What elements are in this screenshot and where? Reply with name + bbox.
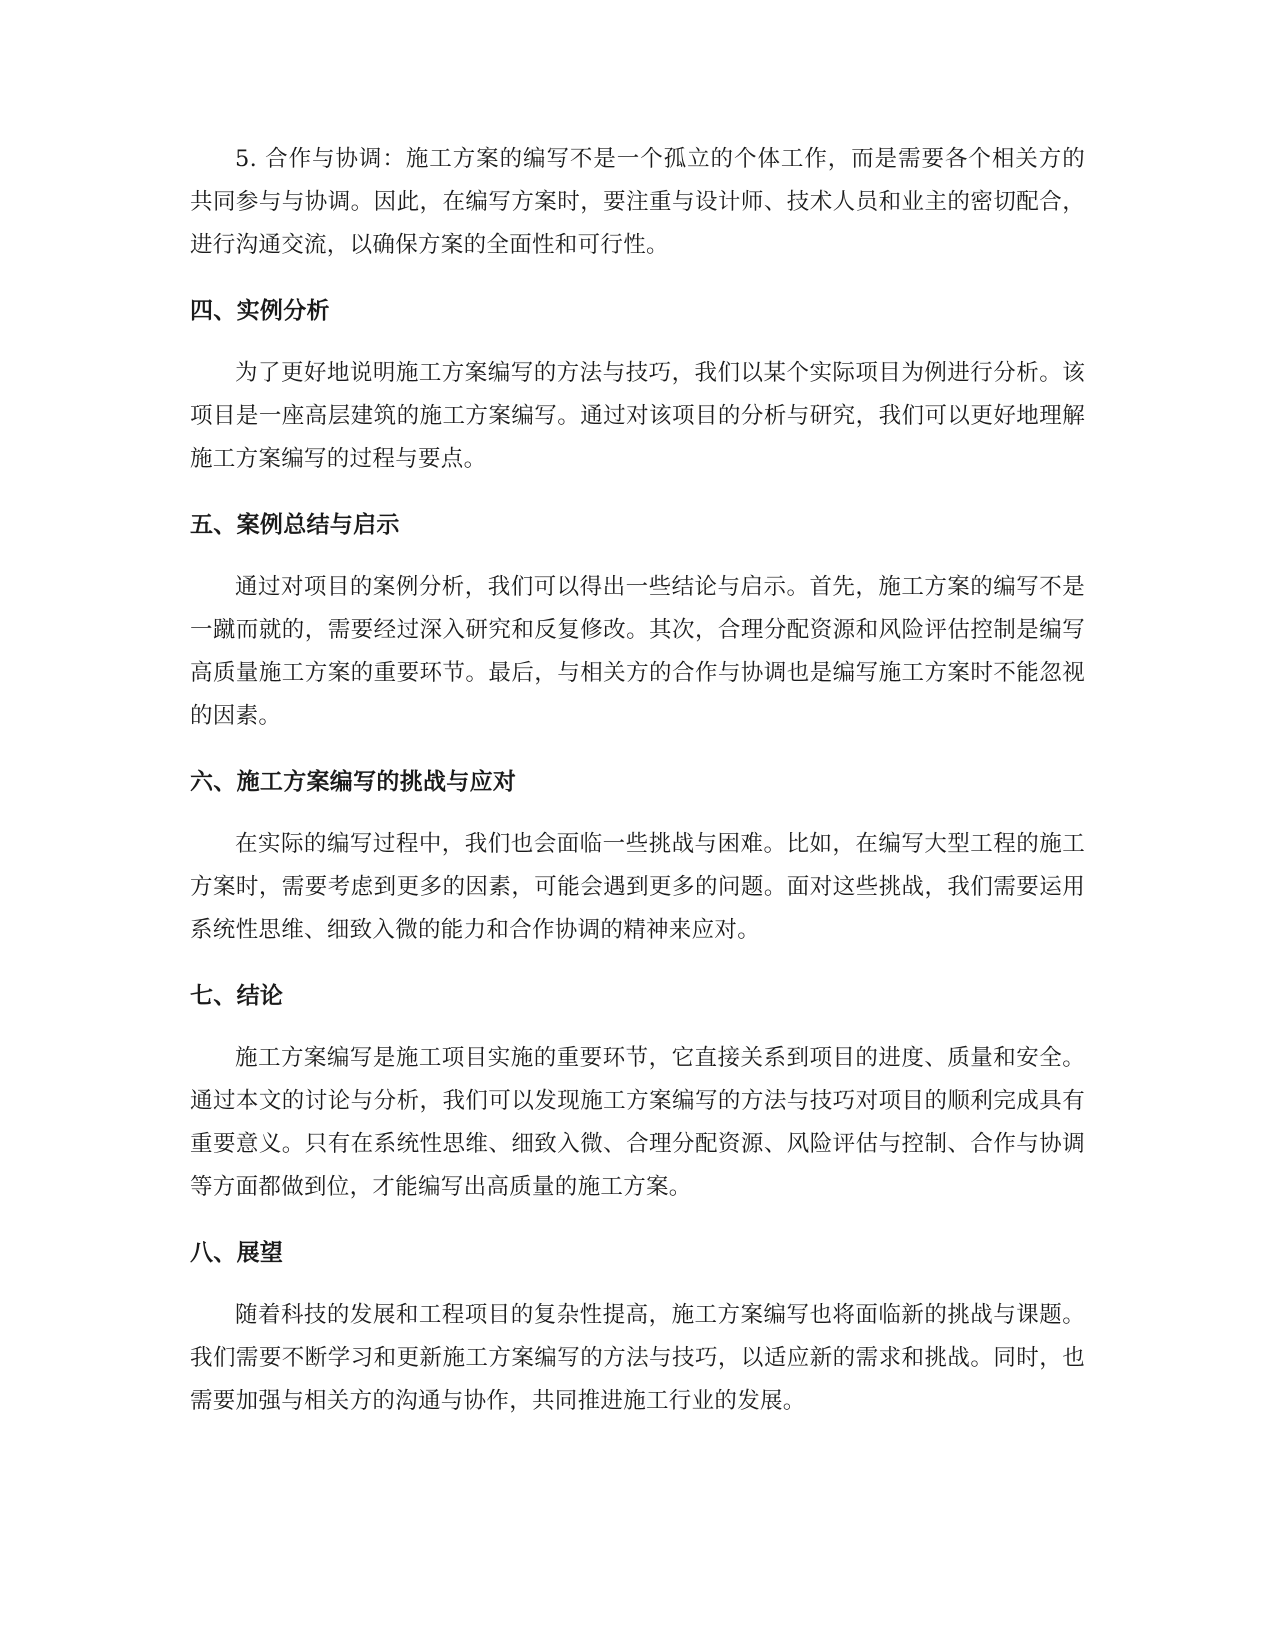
section-heading-case-summary: 五、案例总结与启示: [190, 512, 400, 538]
section-heading-outlook: 八、展望: [190, 1240, 284, 1266]
section-heading-challenges: 六、施工方案编写的挑战与应对: [190, 769, 517, 795]
section-heading-conclusion: 七、结论: [190, 983, 284, 1009]
section-paragraph-conclusion: 施工方案编写是施工项目实施的重要环节，它直接关系到项目的进度、质量和安全。通过本文的讨论与分析，我们可以发现施工方案编写的方法与技巧对项目的顺利完成具有重要意义。只有在系统性思维、细致入微、合理分配资源、风险评估与控制、合作与协调等方面都做到位，才能编写出高质量的施工方案。: [190, 1045, 1085, 1200]
intro-paragraph: 5. 合作与协调：施工方案的编写不是一个孤立的个体工作，而是需要各个相关方的共同参与与协调。因此，在编写方案时，要注重与设计师、技术人员和业主的密切配合，进行沟通交流，以确保方案的全面性和可行性。: [190, 146, 1085, 258]
section-heading-example-analysis: 四、实例分析: [190, 298, 330, 324]
section-paragraph-challenges: 在实际的编写过程中，我们也会面临一些挑战与困难。比如，在编写大型工程的施工方案时，需要考虑到更多的因素，可能会遇到更多的问题。面对这些挑战，我们需要运用系统性思维、细致入微的能力和合作协调的精神来应对。: [190, 831, 1085, 943]
section-paragraph-example-analysis: 为了更好地说明施工方案编写的方法与技巧，我们以某个实际项目为例进行分析。该项目是一座高层建筑的施工方案编写。通过对该项目的分析与研究，我们可以更好地理解施工方案编写的过程与要点。: [190, 360, 1085, 472]
section-paragraph-outlook: 随着科技的发展和工程项目的复杂性提高，施工方案编写也将面临新的挑战与课题。我们需要不断学习和更新施工方案编写的方法与技巧，以适应新的需求和挑战。同时，也需要加强与相关方的沟通与协作，共同推进施工行业的发展。: [190, 1302, 1085, 1414]
section-paragraph-case-summary: 通过对项目的案例分析，我们可以得出一些结论与启示。首先，施工方案的编写不是一蹴而就的，需要经过深入研究和反复修改。其次，合理分配资源和风险评估控制是编写高质量施工方案的重要环节。最后，与相关方的合作与协调也是编写施工方案时不能忽视的因素。: [190, 574, 1085, 729]
